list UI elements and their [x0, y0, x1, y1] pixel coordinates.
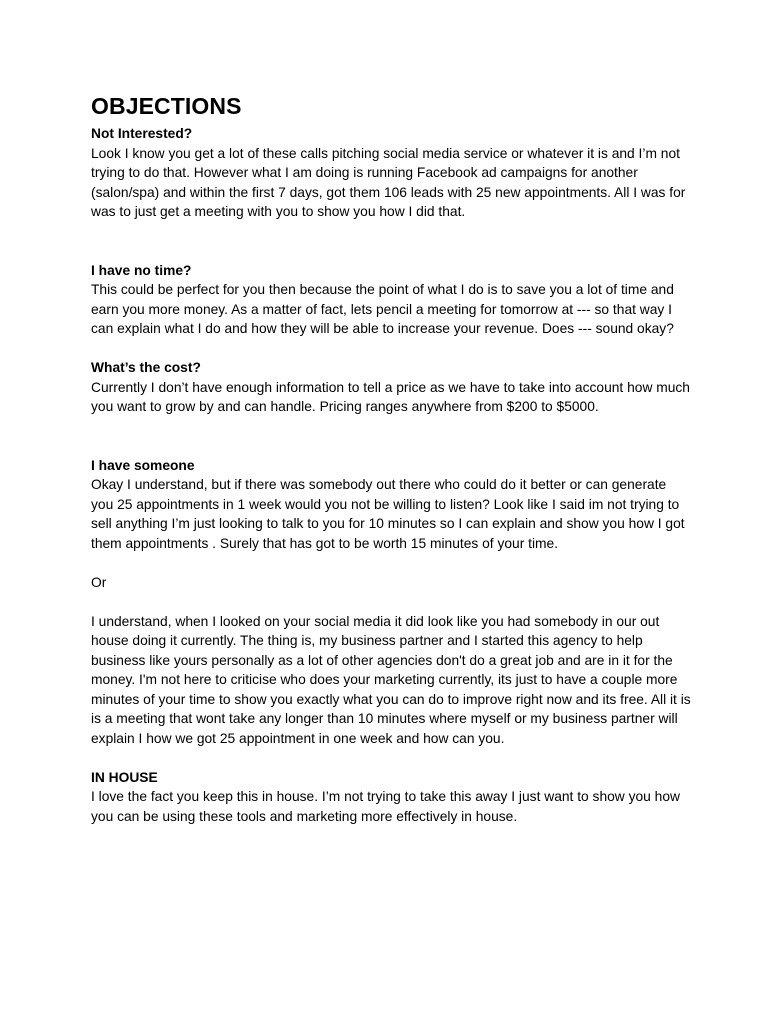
section-heading-not-interested: Not Interested?: [91, 126, 193, 141]
section-no-time: [91, 261, 691, 339]
spacer: [91, 748, 691, 768]
spacer: [91, 339, 691, 359]
section-not-interested: [91, 124, 691, 222]
section-body-cost: Currently I don’t have enough information to tell a price as we have to take into account how much you want to grow by and can handle. Pricing ranges anywhere from $200 to $5000.: [91, 379, 690, 414]
section-in-house: [91, 768, 691, 827]
section-heading-cost: What’s the cost?: [91, 360, 201, 375]
spacer: [91, 553, 691, 573]
section-heading-have-someone: I have someone: [91, 457, 195, 473]
section-heading-in-house: IN HOUSE: [91, 769, 158, 785]
section-heading-no-time: I have no time?: [91, 262, 192, 278]
document-title: OBJECTIONS: [91, 93, 242, 119]
section-body-have-someone: Okay I understand, but if there was somebody out there who could do it better or can generate you 25 appointments in 1 week would you not be willing to listen? Look like I said im not trying to sell anything I’m just looking to talk to you for 10 minutes so I can explain and show you how I got them appointments . Surely that has got to be worth 15 minutes of your time.: [91, 477, 685, 551]
section-body-have-someone-alt: I understand, when I looked on your social media it did look like you had somebody in our out house doing it currently. The thing is, my business partner and I started this agency to help business like yours personally as a lot of other agencies don't do a great job and are in it for the money. I'm not here to criticise who does your marketing currently, its just to have a couple more minutes of your time to show you exactly what you can do to improve right now and its free. All it is is a meeting that wont take any longer than 10 minutes where myself or my business partner will explain I how we got 25 appointment in one week and how can you.: [91, 613, 691, 746]
section-body-in-house: I love the fact you keep this in house. I’m not trying to take this away I just want to show you how you can be using these tools and marketing more effectively in house.: [91, 789, 680, 824]
spacer: [91, 222, 691, 261]
section-cost: [91, 358, 691, 417]
section-body-not-interested: Look I know you get a lot of these calls pitching social media service or whatever it is and I’m not trying to do that. However what I am doing is running Facebook ad campaigns for another (salon/spa) and within the first 7 days, got them 106 leads with 25 new appointments. All I was for was to just get a meeting with you to show you how I did that.: [91, 145, 686, 219]
or-label: Or: [91, 574, 107, 590]
document-page: [91, 92, 691, 826]
section-have-someone: [91, 456, 691, 749]
section-body-no-time: This could be perfect for you then because the point of what I do is to save you a lot of time and earn you more money. As a matter of fact, lets pencil a meeting for tomorrow at --- so that way I can explain what I do and how they will be able to increase your revenue. Does --- sound okay?: [91, 282, 674, 336]
spacer: [91, 592, 691, 612]
spacer: [91, 417, 691, 456]
